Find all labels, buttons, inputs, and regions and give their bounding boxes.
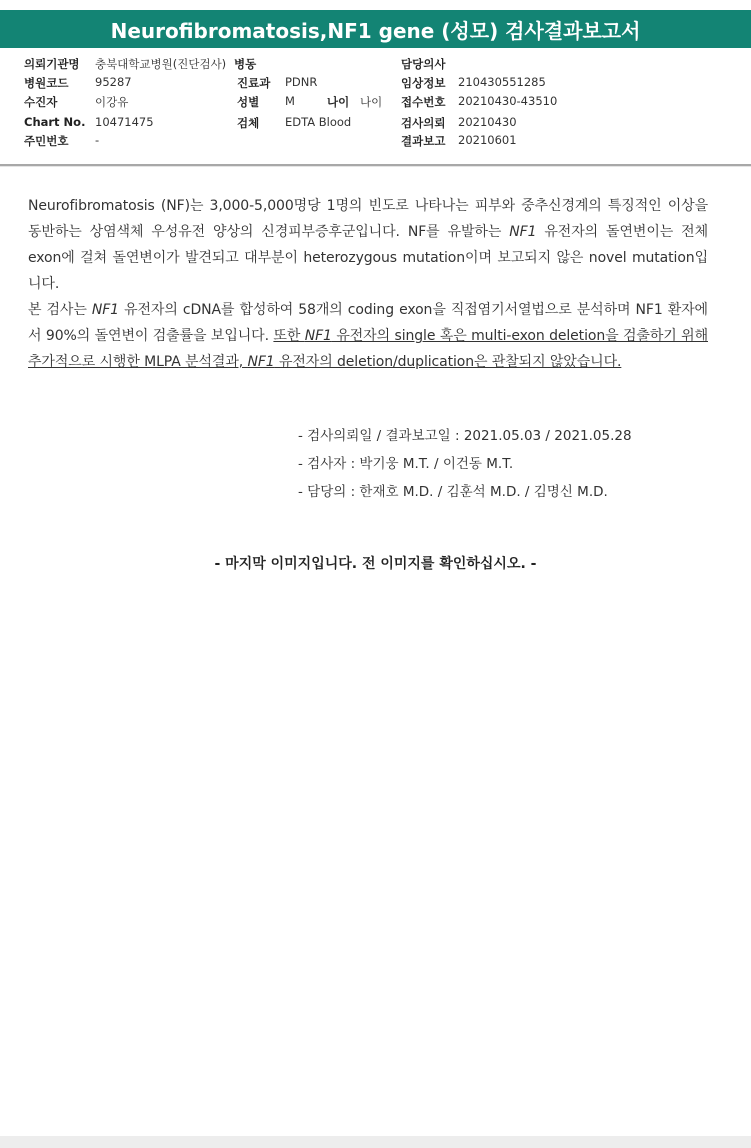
request-date-value: 20210430 (458, 115, 517, 129)
specimen-label: 검체 (237, 116, 260, 130)
clinical-info-value: 210430551285 (458, 75, 546, 89)
recipient-value: 이강유 (95, 95, 129, 109)
sex-label: 성별 (237, 95, 260, 109)
gene-name: NF1 (247, 354, 275, 370)
technicians-line: - 검사자 : 박기웅 M.T. / 이건동 M.T. (298, 456, 514, 472)
receipt-no-value: 20210430-43510 (458, 94, 558, 108)
receipt-no-label: 접수번호 (401, 95, 446, 109)
report-title-bar (0, 10, 751, 48)
resident-no-value: - (95, 133, 100, 147)
resident-no-label: 주민번호 (24, 134, 69, 148)
patient-info-section (0, 50, 751, 166)
report-date-label: 결과보고 (401, 134, 446, 148)
report-body (28, 193, 708, 375)
gene-name: NF1 (509, 224, 537, 240)
gene-name: NF1 (91, 302, 119, 318)
paragraph-description: Neurofibromatosis (NF)는 3,000-5,000명당 1명의 빈도로 나타나는 피부와 중추신경계의 특징적인 이상을 동반하는 상염색체 우성유전 양상의 신경피부증후군입니다. NF를 유발하는 NF1 유전자의 돌연변이는 전체 exon에 걸쳐 돌연변이가 발견되고 대부분이 heterozygous mutation이며 보고되지 않은 novel mutation입니다. (28, 198, 708, 292)
paragraph-result: 본 검사는 NF1 유전자의 cDNA를 합성하여 58개의 coding exon을 직접염기서열법으로 분석하며 NF1 환자에서 90%의 돌연변이 검출률을 보입니다. 또한 NF1 유전자의 single 혹은 multi-exon deletion을 검출하기 위해 추가적으로 시행한 MLPA 분석결과, NF1 유전자의 deletion/duplication은 관찰되지 않았습니다. (28, 302, 708, 370)
ward-label: 병동 (234, 57, 257, 71)
report-date-value: 20210601 (458, 133, 517, 147)
department-label: 진료과 (237, 76, 271, 90)
age-value: 나이 (360, 95, 383, 109)
physicians-line: - 담당의 : 한재호 M.D. / 김훈석 M.D. / 김명신 M.D. (298, 484, 608, 500)
hospital-code-label: 병원코드 (24, 76, 69, 90)
age-label: 나이 (327, 95, 350, 109)
last-page-message: - 마지막 이미지입니다. 전 이미지를 확인하십시오. - (214, 556, 537, 572)
recipient-label: 수진자 (24, 95, 58, 109)
dates-line: - 검사의뢰일 / 결과보고일 : 2021.05.03 / 2021.05.28 (298, 428, 632, 444)
gene-name: NF1 (304, 328, 332, 344)
institution-value: 충북대학교병원(진단검사) (95, 57, 227, 71)
clinical-info-label: 임상정보 (401, 76, 446, 90)
hospital-code-value: 95287 (95, 75, 132, 89)
request-date-label: 검사의뢰 (401, 116, 446, 130)
report-title: Neurofibromatosis,NF1 gene (성모) 검사결과보고서 (110, 18, 641, 43)
chart-no-value: 10471475 (95, 115, 154, 129)
signature-block (298, 422, 632, 506)
section-divider-shadow (0, 166, 751, 167)
department-value: PDNR (285, 75, 318, 89)
institution-label: 의뢰기관명 (24, 57, 80, 71)
specimen-value: EDTA Blood (285, 115, 352, 129)
chart-no-label: Chart No. (24, 115, 86, 129)
result-conclusion: 또한 NF1 유전자의 single 혹은 multi-exon deletion을 검출하기 위해 추가적으로 시행한 MLPA 분석결과, NF1 유전자의 deletion/duplication은 관찰되지 않았습니다. (28, 328, 708, 370)
bottom-edge (0, 1136, 751, 1148)
sex-value: M (285, 94, 295, 108)
doctor-label: 담당의사 (401, 57, 446, 71)
